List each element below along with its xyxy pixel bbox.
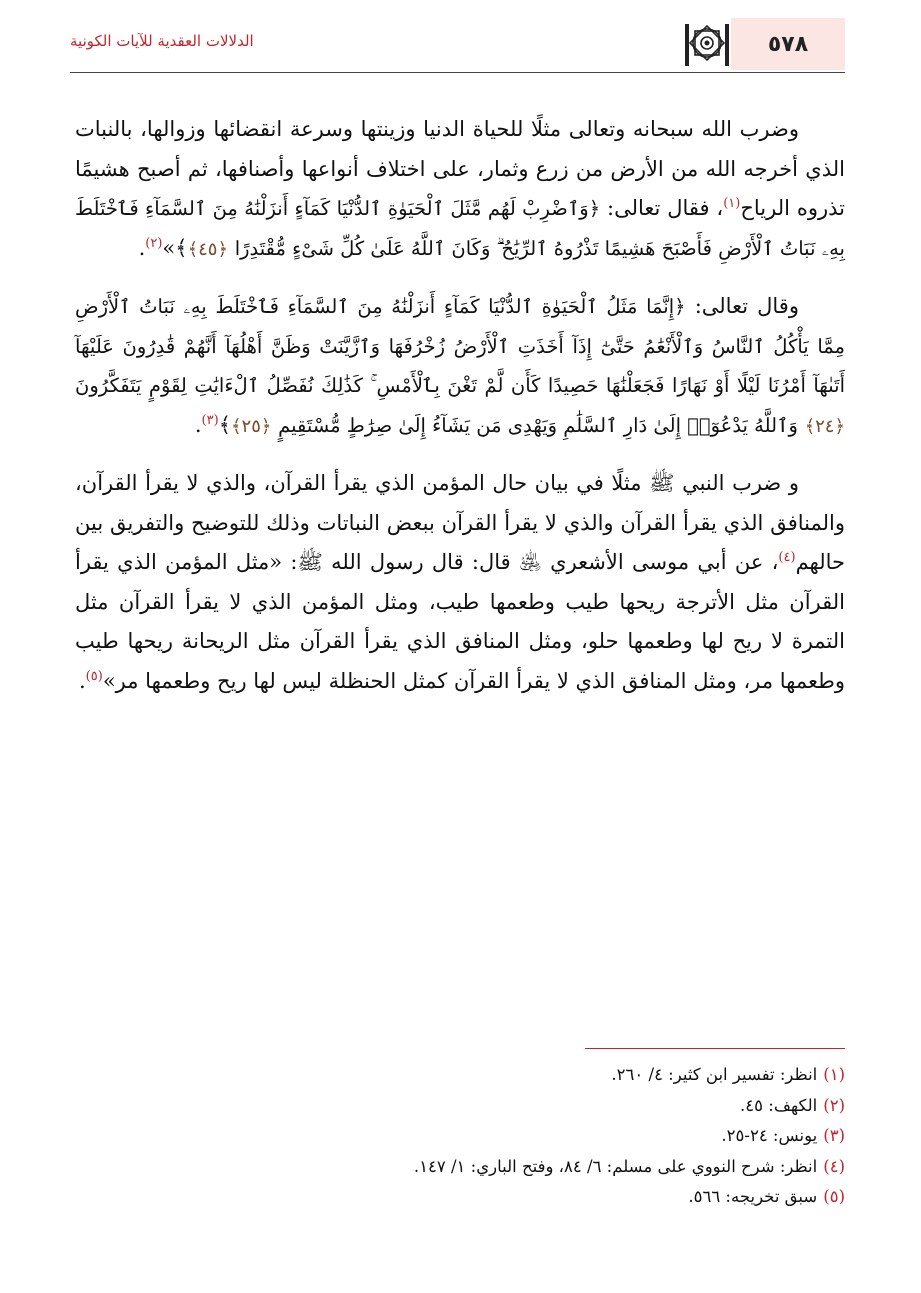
footnotes (75, 1060, 845, 1213)
footnote-ref-2[interactable]: (٢) (145, 235, 163, 251)
main-text (75, 110, 845, 719)
ayah-number-45: ﴿٤٥﴾ (187, 238, 229, 260)
p2-text-a: وقال تعالى: (694, 294, 799, 318)
footnote-text: يونس: ٢٤-٢٥. (721, 1126, 818, 1145)
paragraph-3 (75, 464, 845, 701)
p1-text-b: ، فقال تعالى: (607, 196, 724, 220)
p3-end: . (78, 668, 86, 693)
rosette-ornament-icon (683, 22, 731, 68)
footnote-mark: (٤) (823, 1156, 845, 1176)
footnote-1 (75, 1060, 845, 1091)
footnote-text: سبق تخريجه: ٥٦٦. (688, 1187, 818, 1206)
quran-verse-yunus-25: وَٱللَّهُ يَدْعُوٓا۟ إِلَىٰ دَارِ ٱلسَّلَٰمِ وَيَهْدِى مَن يَشَآءُ إِلَىٰ صِرَٰطٍ مُّسْتَقِيمٍ (278, 413, 798, 437)
quran-verse-kahf-45: ﴿وَٱضْرِبْ لَهُم مَّثَلَ ٱلْحَيَوٰةِ ٱلدُّنْيَا كَمَآءٍ أَنزَلْنَٰهُ مِنَ ٱلسَّمَآءِ فَٱخْتَلَطَ بِهِۦ نَبَاتُ ٱلْأَرْضِ فَأَصْبَحَ هَشِيمًا تَذْرُوهُ ٱلرِّيَٰحُ ۗ وَكَانَ ٱللَّهُ عَلَىٰ كُلِّ شَىْءٍ مُّقْتَدِرًا (75, 197, 845, 260)
footnote-ref-3[interactable]: (٣) (201, 412, 219, 428)
footnote-mark: (٣) (823, 1126, 845, 1145)
quran-verse-yunus-24: ﴿إِنَّمَا مَثَلُ ٱلْحَيَوٰةِ ٱلدُّنْيَا كَمَآءٍ أَنزَلْنَٰهُ مِنَ ٱلسَّمَآءِ فَٱخْتَلَطَ بِهِۦ نَبَاتُ ٱلْأَرْضِ مِمَّا يَأْكُلُ ٱلنَّاسُ وَٱلْأَنْعَٰمُ حَتَّىٰٓ إِذَآ أَخَذَتِ ٱلْأَرْضُ زُخْرُفَهَا وَٱزَّيَّنَتْ وَظَنَّ أَهْلُهَآ أَنَّهُمْ قَٰدِرُونَ عَلَيْهَآ أَتَىٰهَآ أَمْرُنَا لَيْلًا أَوْ نَهَارًا فَجَعَلْنَٰهَا حَصِيدًا كَأَن لَّمْ تَغْنَ بِٱلْأَمْسِ ۚ كَذَٰلِكَ نُفَصِّلُ ٱلْءَايَٰتِ لِقَوْمٍ يَتَفَكَّرُونَ (75, 295, 845, 397)
page-header (0, 0, 921, 100)
footnote-text: انظر: تفسير ابن كثير: ٤/ ٢٦٠. (611, 1065, 818, 1084)
p3-text-b: ، عن أبي موسى الأشعري ﵁ قال: قال رسول الله ﷺ: «مثل المؤمن الذي يقرأ القرآن مثل الأترجة ريحها طيب وطعمها طيب، ومثل المؤمن الذي لا يقرأ القرآن مثل التمرة لا ريح لها وطعمها حلو، ومثل المنافق الذي يقرأ القرآن مثل الريحانة ريحها طيب وطعمها مر، ومثل المنافق الذي لا يقرأ القرآن كمثل الحنظلة ليس لها ريح وطعمها مر» (75, 550, 845, 693)
header-divider (70, 72, 845, 73)
ayah-number-25: ﴿٢٥﴾ (231, 415, 272, 437)
footnote-text: الكهف: ٤٥. (740, 1095, 818, 1115)
footnote-mark: (٢) (823, 1095, 845, 1115)
footnote-3 (75, 1121, 845, 1152)
p2-end: . (194, 412, 202, 437)
footnote-ref-5[interactable]: (٥) (85, 668, 103, 684)
footnote-mark: (٥) (823, 1187, 845, 1206)
p2-close: ﴾ (218, 412, 231, 437)
p1-close: ﴾» (162, 235, 188, 260)
ayah-number-24: ﴿٢٤﴾ (804, 415, 845, 437)
footnote-divider (585, 1048, 845, 1049)
p1-end: . (138, 235, 146, 260)
page-number (731, 18, 845, 70)
running-title: الدلالات العقدية للآيات الكونية (70, 32, 254, 50)
page-number-text: ٥٧٨ (767, 31, 809, 57)
footnote-ref-4[interactable]: (٤) (778, 550, 796, 565)
paragraph-1 (75, 110, 845, 269)
footnote-text: انظر: شرح النووي على مسلم: ٦/ ٨٤، وفتح الباري: ١/ ١٤٧. (413, 1156, 818, 1176)
p3-text-a: و ضرب النبي ﷺ مثلًا في بيان حال المؤمن الذي يقرأ القرآن، والذي لا يقرأ القرآن، والمنافق الذي يقرأ القرآن والذي لا يقرأ القرآن ببعض النباتات وذلك للتوضيح والتفريق بين حالهم (75, 471, 845, 574)
p1-text-a: وضرب الله سبحانه وتعالى مثلًا للحياة الدنيا وزينتها وسرعة انقضائها وزوالها، بالنبات الذي أخرجه الله من الأرض من زرع وثمار، على اختلاف أنواعها وأصنافها، ثم أصبح هشيمًا تذروه الرياح (75, 117, 845, 220)
footnote-mark: (١) (823, 1065, 845, 1084)
footnote-4 (75, 1152, 845, 1183)
footnote-ref-1[interactable]: (١) (723, 196, 741, 211)
footnote-2 (75, 1091, 845, 1122)
paragraph-2 (75, 287, 845, 446)
footnote-5 (75, 1182, 845, 1213)
